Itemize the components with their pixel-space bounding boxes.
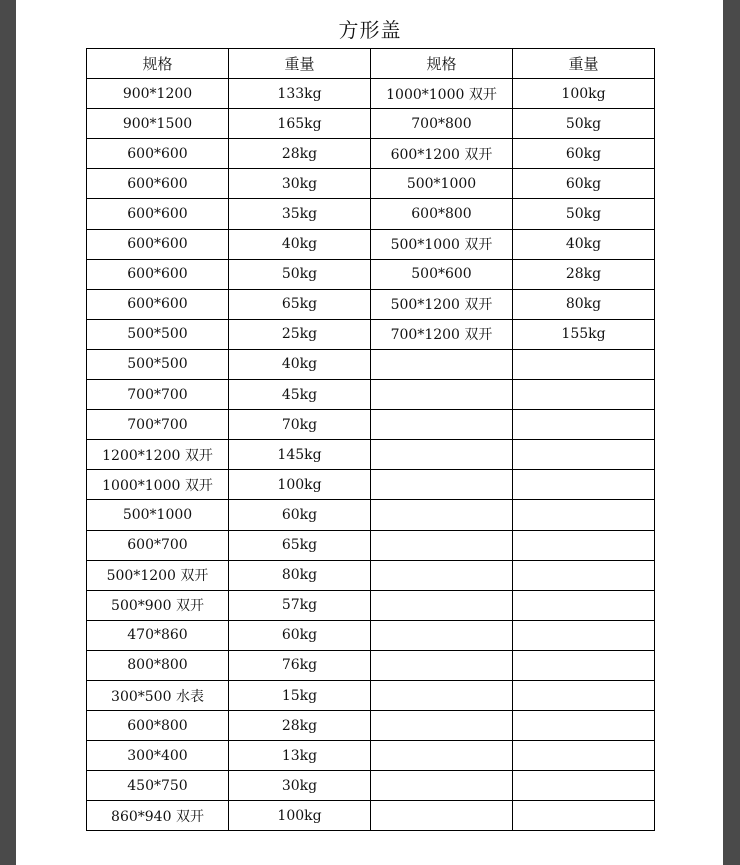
cell-spec-2: 500*1200 双开 <box>371 289 513 319</box>
header-weight-1: 重量 <box>229 49 371 79</box>
table-header-row <box>87 49 655 79</box>
cell-weight-1: 50kg <box>229 259 371 289</box>
table-row <box>87 289 655 319</box>
cell-spec-2 <box>371 650 513 680</box>
cell-spec-1: 700*700 <box>87 410 229 440</box>
cell-weight-1: 70kg <box>229 410 371 440</box>
cell-weight-1: 60kg <box>229 620 371 650</box>
cell-spec-1: 500*500 <box>87 319 229 349</box>
cell-spec-1: 600*700 <box>87 530 229 560</box>
cell-weight-1: 76kg <box>229 650 371 680</box>
cell-spec-2 <box>371 680 513 710</box>
cell-spec-2 <box>371 380 513 410</box>
cell-spec-2 <box>371 560 513 590</box>
cell-weight-2 <box>513 470 655 500</box>
table-row <box>87 199 655 229</box>
cell-weight-1: 45kg <box>229 380 371 410</box>
cell-weight-1: 60kg <box>229 500 371 530</box>
cell-weight-2 <box>513 590 655 620</box>
cell-spec-2: 500*1000 双开 <box>371 229 513 259</box>
cell-spec-2 <box>371 801 513 831</box>
cell-spec-1: 300*500 水表 <box>87 680 229 710</box>
cell-spec-2 <box>371 620 513 650</box>
cell-spec-1: 1200*1200 双开 <box>87 440 229 470</box>
table-row <box>87 500 655 530</box>
table-row <box>87 169 655 199</box>
table-row <box>87 349 655 379</box>
cell-spec-1: 600*600 <box>87 199 229 229</box>
cell-spec-1: 300*400 <box>87 741 229 771</box>
table-row <box>87 139 655 169</box>
table-row <box>87 771 655 801</box>
cell-weight-2 <box>513 380 655 410</box>
cell-spec-2: 500*600 <box>371 259 513 289</box>
cell-weight-1: 25kg <box>229 319 371 349</box>
cell-spec-1: 600*600 <box>87 229 229 259</box>
cell-spec-2: 1000*1000 双开 <box>371 79 513 109</box>
cell-weight-1: 30kg <box>229 169 371 199</box>
cell-spec-1: 600*600 <box>87 259 229 289</box>
cell-weight-1: 65kg <box>229 530 371 560</box>
table-row <box>87 79 655 109</box>
cell-weight-2 <box>513 650 655 680</box>
cell-spec-1: 800*800 <box>87 650 229 680</box>
cell-spec-2 <box>371 741 513 771</box>
cell-spec-1: 900*1500 <box>87 109 229 139</box>
table-row <box>87 380 655 410</box>
cell-weight-1: 145kg <box>229 440 371 470</box>
cell-weight-2: 100kg <box>513 79 655 109</box>
table-row <box>87 711 655 741</box>
cell-spec-1: 700*700 <box>87 380 229 410</box>
cell-weight-2 <box>513 620 655 650</box>
cell-spec-2 <box>371 771 513 801</box>
header-weight-2: 重量 <box>513 49 655 79</box>
cell-spec-1: 470*860 <box>87 620 229 650</box>
cell-weight-1: 28kg <box>229 711 371 741</box>
cell-weight-2 <box>513 711 655 741</box>
cell-weight-2 <box>513 410 655 440</box>
cell-weight-2 <box>513 741 655 771</box>
cell-weight-2: 60kg <box>513 139 655 169</box>
cell-weight-1: 13kg <box>229 741 371 771</box>
cell-spec-2 <box>371 440 513 470</box>
cell-spec-1: 500*1000 <box>87 500 229 530</box>
cell-weight-2: 28kg <box>513 259 655 289</box>
cell-spec-2 <box>371 590 513 620</box>
cell-weight-1: 35kg <box>229 199 371 229</box>
cell-spec-2 <box>371 711 513 741</box>
header-spec-1: 规格 <box>87 49 229 79</box>
cell-weight-2 <box>513 530 655 560</box>
table-row <box>87 530 655 560</box>
cell-spec-2 <box>371 349 513 379</box>
cell-spec-2: 700*800 <box>371 109 513 139</box>
cell-weight-2: 155kg <box>513 319 655 349</box>
cell-spec-1: 600*600 <box>87 289 229 319</box>
cell-spec-2 <box>371 500 513 530</box>
table-row <box>87 801 655 831</box>
cell-weight-2 <box>513 440 655 470</box>
cell-spec-1: 450*750 <box>87 771 229 801</box>
cell-weight-2: 40kg <box>513 229 655 259</box>
cell-weight-2 <box>513 680 655 710</box>
cell-spec-2 <box>371 530 513 560</box>
table-row <box>87 741 655 771</box>
cell-weight-1: 165kg <box>229 109 371 139</box>
cell-spec-1: 500*1200 双开 <box>87 560 229 590</box>
cell-weight-1: 40kg <box>229 229 371 259</box>
cell-weight-2 <box>513 560 655 590</box>
table-row <box>87 560 655 590</box>
cell-spec-1: 500*500 <box>87 349 229 379</box>
document-page <box>16 0 723 865</box>
cell-weight-1: 15kg <box>229 680 371 710</box>
cell-weight-2 <box>513 349 655 379</box>
table-row <box>87 470 655 500</box>
cell-weight-2: 60kg <box>513 169 655 199</box>
cell-spec-2: 500*1000 <box>371 169 513 199</box>
table-row <box>87 410 655 440</box>
cell-spec-1: 600*800 <box>87 711 229 741</box>
cell-weight-2 <box>513 500 655 530</box>
cell-spec-2 <box>371 470 513 500</box>
spec-weight-table <box>86 48 655 831</box>
cell-weight-2: 50kg <box>513 199 655 229</box>
cell-weight-2 <box>513 771 655 801</box>
cell-spec-2: 700*1200 双开 <box>371 319 513 349</box>
document-title: 方形盖 <box>338 18 402 42</box>
cell-weight-1: 65kg <box>229 289 371 319</box>
cell-weight-2 <box>513 801 655 831</box>
cell-spec-2: 600*1200 双开 <box>371 139 513 169</box>
cell-weight-1: 80kg <box>229 560 371 590</box>
cell-spec-2: 600*800 <box>371 199 513 229</box>
cell-spec-1: 600*600 <box>87 169 229 199</box>
cell-weight-1: 57kg <box>229 590 371 620</box>
cell-weight-1: 30kg <box>229 771 371 801</box>
cell-weight-1: 100kg <box>229 470 371 500</box>
header-spec-2: 规格 <box>371 49 513 79</box>
table-body <box>87 49 655 831</box>
table-row <box>87 620 655 650</box>
cell-spec-1: 900*1200 <box>87 79 229 109</box>
cell-spec-1: 600*600 <box>87 139 229 169</box>
cell-spec-1: 860*940 双开 <box>87 801 229 831</box>
table-row <box>87 109 655 139</box>
cell-weight-2: 80kg <box>513 289 655 319</box>
table-row <box>87 590 655 620</box>
cell-spec-2 <box>371 410 513 440</box>
table-row <box>87 680 655 710</box>
table-row <box>87 259 655 289</box>
cell-spec-1: 1000*1000 双开 <box>87 470 229 500</box>
table-row <box>87 229 655 259</box>
cell-weight-2: 50kg <box>513 109 655 139</box>
cell-weight-1: 100kg <box>229 801 371 831</box>
cell-weight-1: 28kg <box>229 139 371 169</box>
table-row <box>87 440 655 470</box>
table-row <box>87 650 655 680</box>
cell-spec-1: 500*900 双开 <box>87 590 229 620</box>
table-row <box>87 319 655 349</box>
cell-weight-1: 133kg <box>229 79 371 109</box>
cell-weight-1: 40kg <box>229 349 371 379</box>
